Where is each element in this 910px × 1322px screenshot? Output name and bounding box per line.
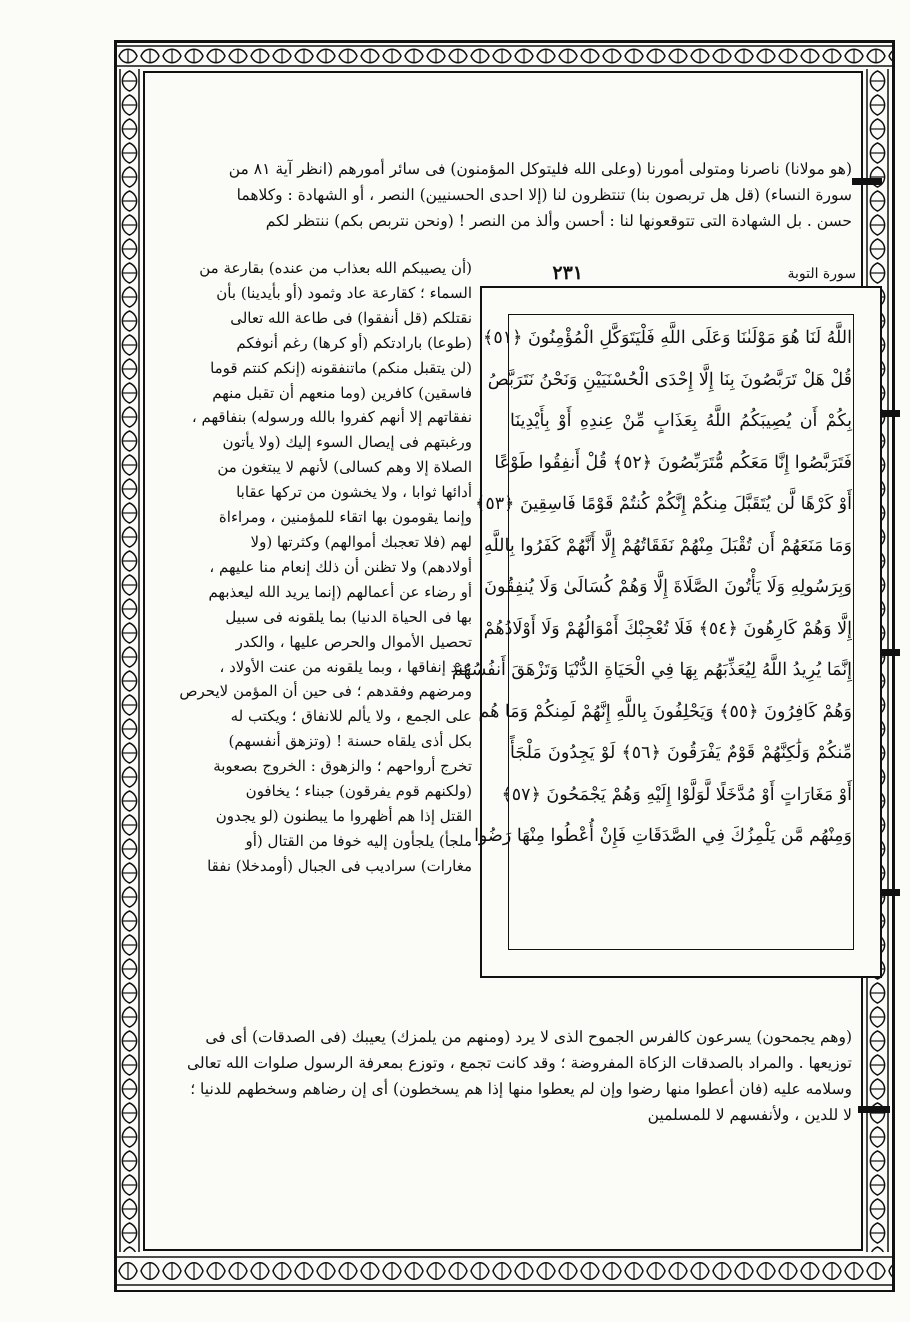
quran-line: وَمَا مَنَعَهُمْ أَن تُقْبَلَ مِنْهُمْ نَفَقَاتُهُمْ إِلَّا أَنَّهُمْ كَفَرُوا بِاللَّهِ	[483, 535, 852, 556]
text-line: السماء ؛ كقارعة عاد وثمود (أو بأيدينا) بأن	[216, 283, 472, 302]
text-line: ورغبتهم فى إيصال السوء إليك (ولا يأتون	[222, 433, 472, 452]
text-line: (لن يتقبل منكم) ماتنفقونه (إنكم كنتم قوما	[210, 358, 472, 377]
quran-line: مِّنكُمْ وَلَٰكِنَّهُمْ قَوْمٌ يَفْرَقُونَ ﴿٥٦﴾ لَوْ يَجِدُونَ مَلْجَأً	[510, 743, 852, 763]
quran-text-box	[451, 286, 882, 978]
text-line: القتل إذا هم أظهروا ما يبطنون (لو يجدون	[215, 806, 472, 825]
quran-line: قُلْ هَلْ تَرَبَّصُونَ بِنَا إِلَّا إِحْدَى الْحُسْنَيَيْنِ وَنَحْنُ نَتَرَبَّصُ	[487, 369, 852, 390]
text-line: بكل أذى يلقاه حسنة ! (وتزهق أنفسهم)	[228, 732, 472, 751]
page-number: ٢٣١	[552, 262, 583, 284]
text-line: بها فى الحياة الدنيا) بما يلقونه فى سبيل	[225, 607, 472, 626]
text-line: أدائها ثوابا ، ولا يخشون من تركها عقابا	[236, 483, 472, 502]
text-line: نفقاتهم إلا أنهم كفروا بالله ورسوله) بنفاقهم ،	[191, 408, 472, 427]
commentary-top	[162, 156, 852, 234]
text-line: (وهم يجمحون) يسرعون كالفرس الجموح الذى لا يرد (ومنهم من يلمزك) يعيبك (فى الصدقات) أى فى	[205, 1028, 852, 1046]
ornament-border-bottom	[117, 1252, 892, 1290]
text-line: توزيعها . والمراد بالصدقات الزكاة المفروضة ؛ وقد كانت تجمع ، وتوزع بمعرفة الرسول صلوات الله تعالى	[186, 1054, 852, 1072]
text-line: (ولكنهم قوم يفرقون) جبناء ؛ يخافون	[245, 782, 472, 801]
text-line: أولادهم) ولا تظنن أن ذلك إنعام منا عليهم ،	[209, 557, 472, 576]
margin-marker	[858, 1106, 890, 1113]
commentary-side	[160, 256, 472, 879]
quran-line: وَهُمْ كَافِرُونَ ﴿٥٥﴾ وَيَحْلِفُونَ بِاللَّهِ إِنَّهُمْ لَمِنكُمْ وَمَا هُم	[478, 701, 852, 722]
ornament-pattern-bottom	[117, 1252, 892, 1290]
text-line: لا للدين ، ولأنفسهم لا للمسلمين	[647, 1106, 852, 1124]
text-line: وسلامه عليه (فان أعطوا منها رضوا وإن لم يعطوا منها إذا هم يسخطون) أى إن رضاهم وسخطهم للدنيا ؛	[190, 1080, 852, 1098]
quran-line: وَمِنْهُم مَّن يَلْمِزُكَ فِي الصَّدَقَاتِ فَإِنْ أُعْطُوا مِنْهَا رَضُوا	[474, 826, 852, 846]
text-line: تحصيل الأموال والحرص عليها ، والكدر	[235, 632, 472, 651]
text-line: ملجأ) يلجأون إليه خوفا من القتال (أو	[245, 831, 472, 850]
text-line: (أن يصيبكم الله بعذاب من عنده) بقارعة من	[199, 259, 472, 277]
ornament-pattern-top	[117, 43, 892, 69]
quran-lines	[451, 318, 852, 858]
text-line: (هو مولانا) ناصرنا ومتولى أمورنا (وعلى الله فليتوكل المؤمنون) فى سائر أمورهم (انظر آية ٨١ من	[228, 160, 852, 178]
ornament-border-top	[117, 43, 892, 69]
quran-line: وَبِرَسُولِهِ وَلَا يَأْتُونَ الصَّلَاةَ إِلَّا وَهُمْ كُسَالَىٰ وَلَا يُنفِقُونَ	[484, 577, 852, 597]
ornament-pattern-left	[117, 69, 142, 1252]
quran-line: أَوْ كَرْهًا لَّن يُتَقَبَّلَ مِنكُمْ إِنَّكُمْ كُنتُمْ قَوْمًا فَاسِقِينَ ﴿٥٣﴾	[475, 494, 852, 514]
commentary-bottom	[160, 1024, 852, 1128]
quran-line: فَتَرَبَّصُوا إِنَّا مَعَكُم مُّتَرَبِّصُونَ ﴿٥٢﴾ قُلْ أَنفِقُوا طَوْعًا	[494, 452, 852, 473]
margin-marker	[852, 178, 882, 185]
text-line: الصلاة إلا وهم كسالى) لأنهم لا يبتغون من	[217, 458, 472, 477]
quran-line: اللَّهُ لَنَا هُوَ مَوْلَىٰنَا وَعَلَى اللَّهِ فَلْيَتَوَكَّلِ الْمُؤْمِنُونَ ﴿٥١﴾	[483, 328, 852, 348]
quran-line: إِلَّا وَهُمْ كَارِهُونَ ﴿٥٤﴾ فَلَا تُعْجِبْكَ أَمْوَالُهُمْ وَلَا أَوْلَادُهُمْ	[483, 618, 852, 639]
text-line: (طوعا) بارادتكم (أو كرها) رغم أنوفكم	[236, 333, 472, 352]
text-line: حسن . بل الشهادة التى تتوقعونها لنا : أحسن وألذ من النصر ! (ونحن نتربص بكم) ننتظر لكم	[265, 212, 852, 230]
margin-marker	[880, 889, 900, 896]
text-line: تخرج أرواحهم ؛ والزهوق : الخروج بصعوبة	[213, 757, 472, 776]
text-line: وإنما يقومون بها اتقاء للمؤمنين ، ومراءاة	[218, 508, 472, 527]
text-line: أو رضاء عن أعمالهم (إنما يريد الله ليعذبهم	[208, 582, 472, 601]
ornament-border-left	[117, 69, 142, 1252]
quran-line: بِكُمْ أَن يُصِيبَكُمُ اللَّهُ بِعَذَابٍ مِّنْ عِندِهِ أَوْ بِأَيْدِينَا	[510, 411, 852, 431]
text-line: فاسقين) كافرين (وما منعهم أن تقبل منهم	[212, 383, 472, 402]
margin-marker	[880, 649, 900, 656]
quran-page-header	[498, 262, 878, 286]
text-line: نقتلكم (قل أنفقوا) فى طاعة الله تعالى	[230, 308, 472, 327]
surah-name: سورة التوبة	[787, 266, 856, 282]
text-line: عند إنفاقها ، وبما يلقونه من عنت الأولاد ،	[219, 657, 472, 676]
margin-marker	[880, 410, 900, 417]
text-line: سورة النساء) (قل هل تربصون بنا) تنتظرون لنا (إلا احدى الحسنيين) النصر ، أو الشهادة : وكلاهما	[236, 186, 852, 204]
text-line: على الجمع ، ولا يألم للانفاق ؛ ويكتب له	[230, 707, 472, 726]
quran-line: أَوْ مَغَارَاتٍ أَوْ مُدَّخَلًا لَّوَلَّوْا إِلَيْهِ وَهُمْ يَجْمَحُونَ ﴿٥٧﴾	[501, 784, 852, 805]
text-line: ومرضهم وفقدهم ؛ فى حين أن المؤمن لايحرص	[179, 682, 472, 701]
text-line: مغارات) سراديب فى الجبال (أومدخلا) نفقا	[207, 856, 472, 875]
text-line: لهم (فلا تعجبك أموالهم) وكثرتها (ولا	[250, 532, 472, 551]
quran-line: إِنَّمَا يُرِيدُ اللَّهُ لِيُعَذِّبَهُم بِهَا فِي الْحَيَاةِ الدُّنْيَا وَتَزْهَقَ أَنفُسُهُمْ	[451, 660, 852, 680]
